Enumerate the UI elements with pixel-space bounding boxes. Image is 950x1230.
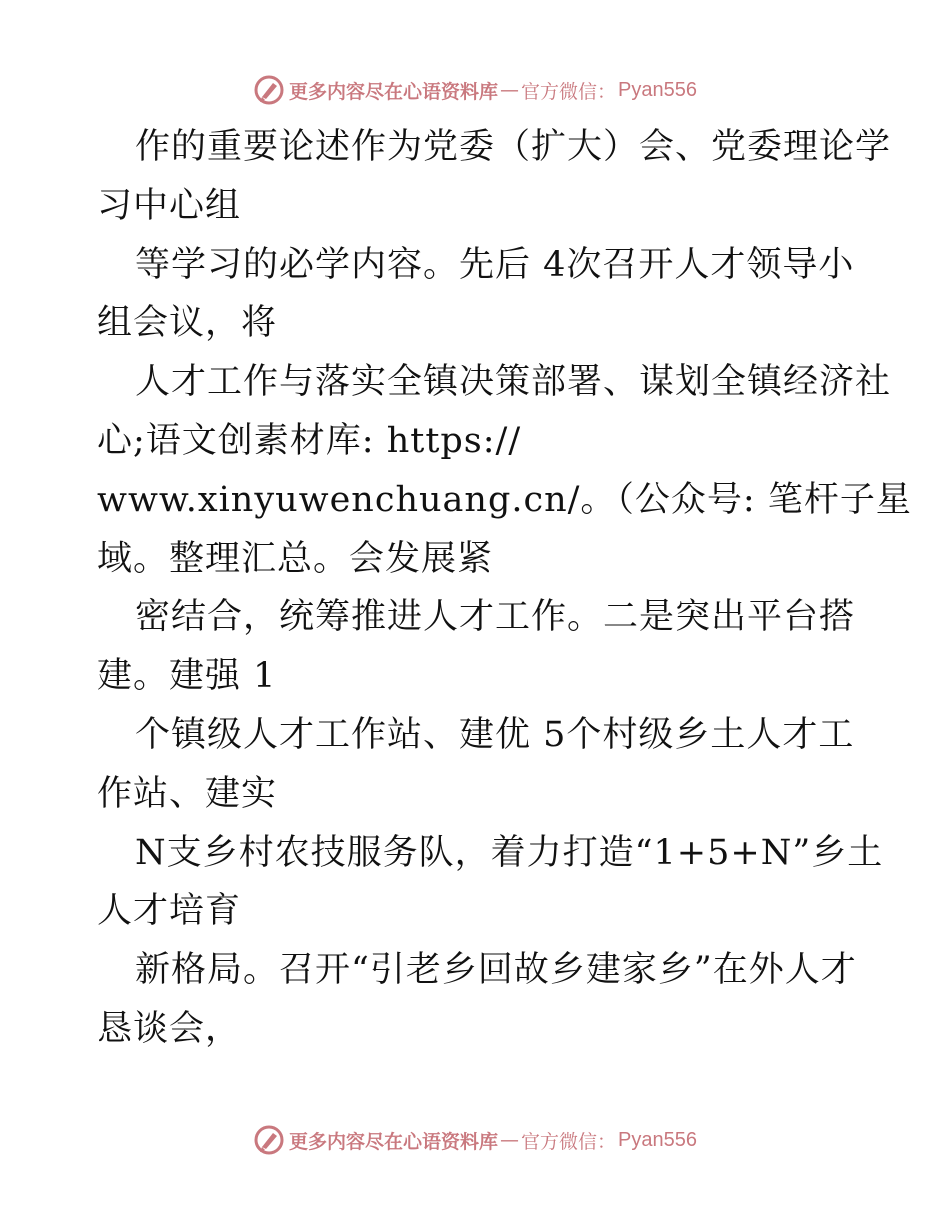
text-line-14: 人才培育 bbox=[97, 891, 242, 932]
header-wechat-id: Pyan556 bbox=[618, 78, 697, 101]
text-line-4: 组会议，将 bbox=[97, 303, 278, 344]
footer-separator: — bbox=[500, 1129, 520, 1151]
text-line-1: 作的重要论述作为党委（扩大）会、党委理论学 bbox=[135, 127, 892, 167]
text-line-7: www.xinyuwenchuang.cn/。（公众号: 笔杆子星 bbox=[97, 479, 912, 520]
document-body bbox=[97, 118, 912, 1059]
text-line-9: 密结合，统筹推进人才工作。二是突出平台搭 bbox=[135, 597, 856, 638]
text-line-8: 域。整理汇总。会发展紧 bbox=[97, 538, 494, 579]
header-separator: — bbox=[500, 79, 520, 101]
pen-circle-logo-icon bbox=[253, 1124, 285, 1156]
text-line-16: 恳谈会， bbox=[97, 1008, 242, 1049]
footer-wechat-id: Pyan556 bbox=[618, 1128, 697, 1151]
text-line-10: 建。建强 1 bbox=[97, 656, 277, 697]
text-line-2: 习中心组 bbox=[97, 185, 242, 226]
header-wechat-label: 官方微信： bbox=[521, 80, 617, 103]
text-line-11: 个镇级人才工作站、建优 5个村级乡土人才工 bbox=[135, 714, 855, 755]
text-line-3: 等学习的必学内容。先后 4次召开人才领导小 bbox=[135, 244, 855, 285]
footer-banner bbox=[0, 1120, 950, 1160]
text-line-5: 人才工作与落实全镇决策部署、谋划全镇经济社 bbox=[135, 362, 892, 403]
header-banner bbox=[0, 70, 950, 110]
pen-circle-logo-icon bbox=[253, 74, 285, 106]
footer-wechat-label: 官方微信： bbox=[521, 1130, 617, 1153]
text-line-15: 新格局。召开“引老乡回故乡建家乡”在外人才 bbox=[135, 950, 857, 991]
text-line-12: 作站、建实 bbox=[97, 773, 278, 814]
text-line-6: 心;语文创素材库: https:// bbox=[97, 420, 522, 461]
footer-brand-text: 更多内容尽在心语资料库 bbox=[289, 1130, 499, 1153]
text-line-13: N支乡村农技服务队，着力打造“1+5+N”乡土 bbox=[135, 832, 884, 873]
header-brand-text: 更多内容尽在心语资料库 bbox=[289, 80, 499, 103]
